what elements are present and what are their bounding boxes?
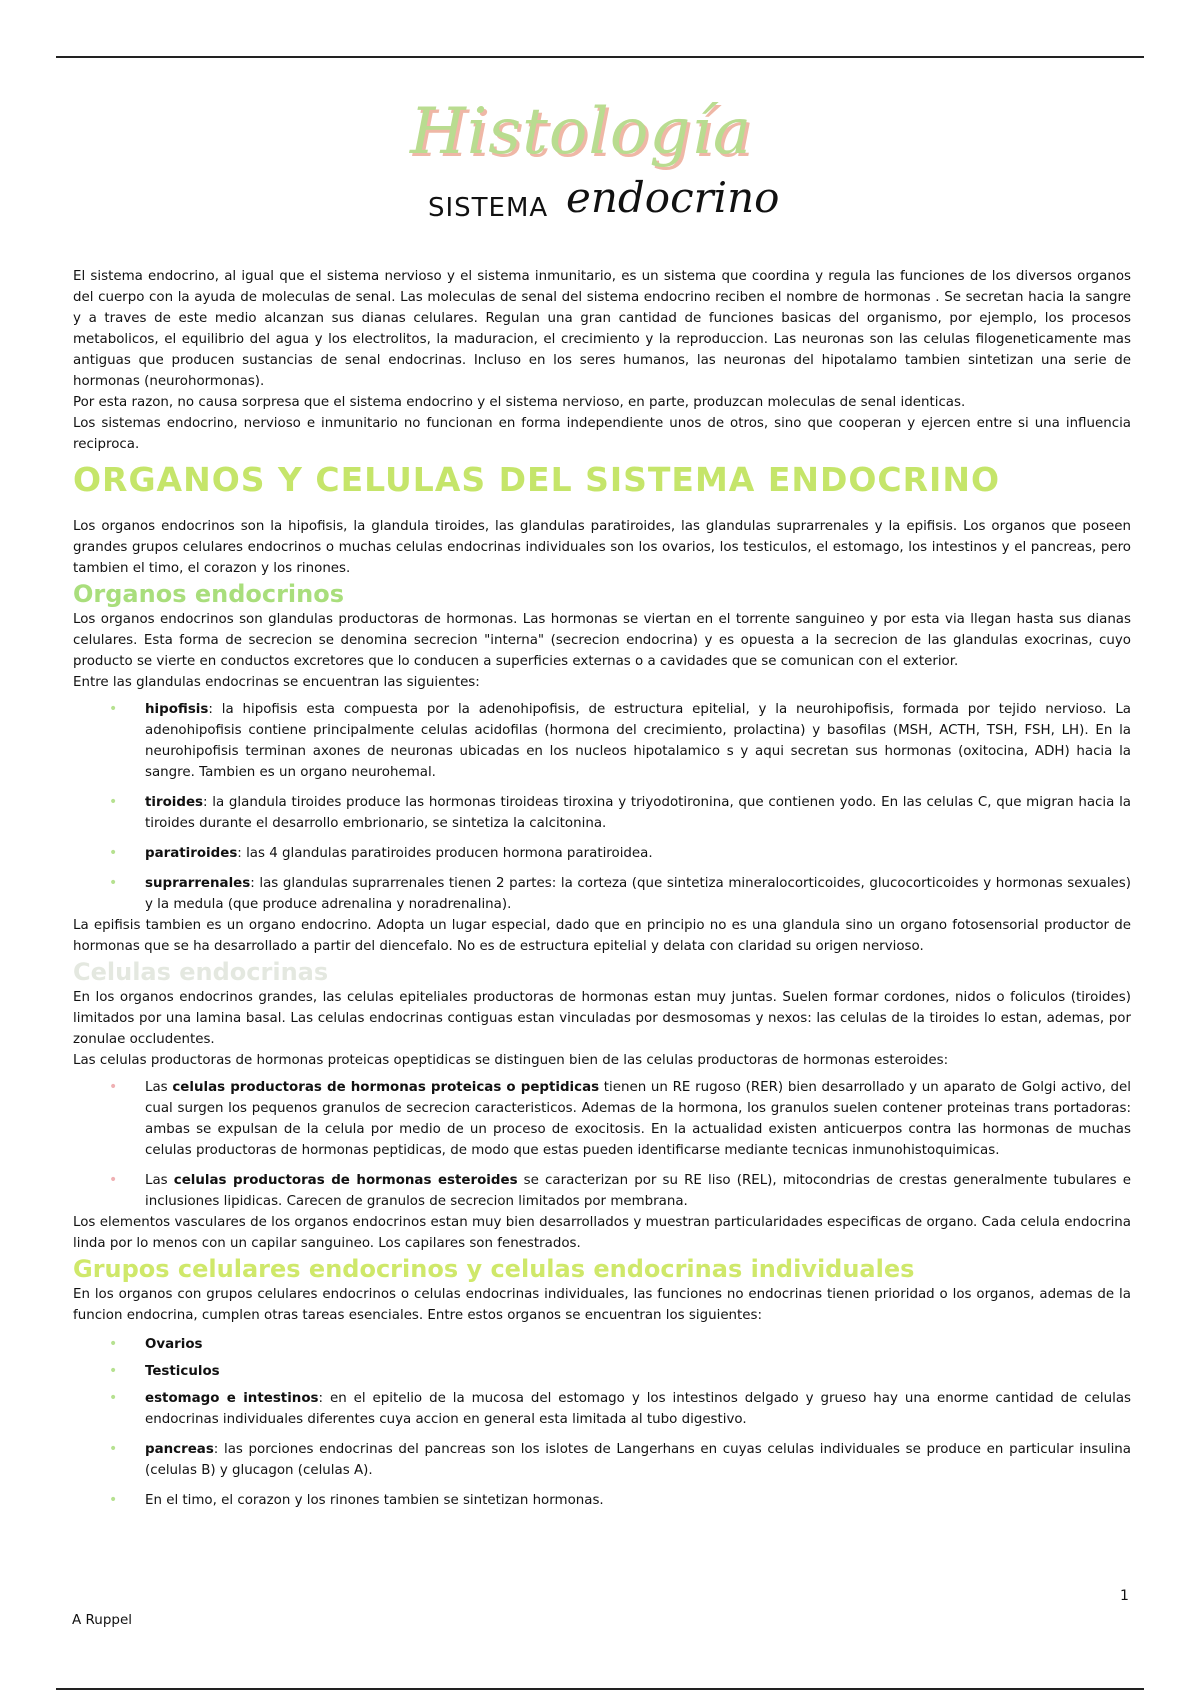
celulas-paragraph: En los organos endocrinos grandes, las celulas epiteliales productoras de hormonas estan muy juntas. Suelen formar cordones, nidos o foliculos (tiroides) limitados por una lamina basal. Las celulas endocrinas contiguas estan vinculadas por desmosomas y nexos: las celulas de la tiroides lo estan, ademas, por zonulae occludentes. [73,990,1131,1047]
list-item-term: celulas productoras de hormonas proteicas o peptidicas [172,1080,600,1095]
footer-author: A Ruppel [72,1612,133,1628]
list-item-term: suprarrenales [145,876,251,891]
intro-paragraph-3: Los sistemas endocrino, nervioso e inmunitario no funcionan en forma independiente unos de otros, sino que cooperan y ejercen entre si una influencia reciproca. [73,416,1131,452]
top-rule [56,56,1144,58]
list-item-text: En el timo, el corazon y los rinones tambien se sintetizan hormonas. [145,1493,604,1508]
title-histologia: Histología [410,95,752,169]
intro-paragraph-2: Por esta razon, no causa sorpresa que el sistema endocrino y el sistema nervioso, en parte, produzcan moleculas de senal identicas. [73,395,966,410]
list-item-term: Ovarios [145,1337,203,1352]
list-item-text: se caracterizan por su RE liso (REL), mitocondrias de crestas generalmente tubulares e inclusiones lipidicas. Carecen de granulos de secrecion limitados por membrana. [145,1173,1131,1209]
section1-paragraph: Los organos endocrinos son la hipofisis, la glandula tiroides, las glandulas paratiroides, las glandulas suprarrenales y la epifisis. Los organos que poseen grandes grupos celulares endocrinos o muchas celulas endocrinas individuales son los ovarios, los testiculos, el estomago, los intestinos y el pancreas, pero tambien el timo, el corazon y los rinones. [73,519,1131,576]
epifisis-paragraph: La epifisis tambien es un organo endocrino. Adopta un lugar especial, dado que en principio no es una glandula sino un organo fotosensorial productor de hormonas que se ha desarrollado a partir del diencefalo. No es de estructura epitelial y delata con claridad su origen nervioso. [73,918,1131,954]
list-item-term: tiroides [145,795,204,810]
list-item [145,1170,1131,1212]
list-item-term: paratiroides [145,846,238,861]
document-body [73,266,1131,1520]
list-item [145,1439,1131,1481]
list-item-text: : las glandulas suprarrenales tienen 2 partes: la corteza (que sintetiza mineralocorticoides, glucocorticoides y hormonas sexuales) y la medula (que produce adrenalina y noradrenalina). [145,876,1131,912]
organos-lead: Entre las glandulas endocrinas se encuentran las siguientes: [73,675,480,690]
list-item-prefix: Las [145,1080,173,1095]
organos-paragraph: Los organos endocrinos son glandulas productoras de hormonas. Las hormonas se viertan en el torrente sanguineo y por esta via llegan hasta sus dianas celulares. Esta forma de secrecion se denomina secrecion "interna" (secrecion endocrina) y es opuesta a la secrecion de las glandulas exocrinas, cuyo producto se vierte en conductos excretores que lo conducen a superficies externas o a cavidades que se comunican con el exterior. [73,612,1131,669]
celulas-lead: Las celulas productoras de hormonas proteicas opeptidicas se distinguen bien de las celulas productoras de hormonas esteroides: [73,1053,949,1068]
title-endocrino: endocrino [566,173,780,222]
glandulas-list [73,699,1131,915]
celulas-list [73,1077,1131,1212]
list-item-term: pancreas [145,1442,214,1457]
bottom-rule [56,1688,1144,1690]
subheading-organos-endocrinos: Organos endocrinos [73,580,345,608]
vasculares-paragraph: Los elementos vasculares de los organos endocrinos estan muy bien desarrollados y muestran particularidades especificas de organo. Cada celula endocrina linda por lo menos con un capilar sanguineo. Los capilares son fenestrados. [73,1215,1131,1251]
list-item-text: : las porciones endocrinas del pancreas son los islotes de Langerhans en cuyas celulas individuales se produce en particular insulina (celulas B) y glucagon (celulas A). [145,1442,1131,1478]
intro-paragraph-1: El sistema endocrino, al igual que el sistema nervioso y el sistema inmunitario, es un sistema que coordina y regula las funciones de los diversos organos del cuerpo con la ayuda de moleculas de senal. Las moleculas de senal del sistema endocrino reciben el nombre de hormonas . Se secretan hacia la sangre y a traves de este medio alcanzan sus dianas celulares. Regulan una gran cantidad de funciones basicas del organismo, por ejemplo, los procesos metabolicos, el equilibrio del agua y los electrolitos, la maduracion, el crecimiento y la reproduccion. Las neuronas son las celulas filogeneticamente mas antiguas que producen sustancias de senal endocrinas. Incluso en los seres humanos, las neuronas del hipotalamo tambien sintetizan una serie de hormonas (neurohormonas). [73,269,1131,389]
list-item-term: hipofisis [145,702,209,717]
list-item [145,1361,1131,1382]
subheading-celulas-endocrinas: Celulas endocrinas [73,958,329,986]
list-item-prefix: Las [145,1173,174,1188]
list-item-text: : la hipofisis esta compuesta por la adenohipofisis, de estructura epitelial, y la neurohipofisis, formada por tejido nervioso. La adenohipofisis contiene principalmente celulas acidofilas (hormona del crecimiento, prolactina) y basofilas (MSH, ACTH, TSH, FSH, LH). En la neurohipofisis terminan axones de neuronas ubicadas en los nucleos hipotalamico s y aqui secretan sus hormonas (oxitocina, ADH) hacia la sangre. Tambien es un organo neurohemal. [145,702,1131,780]
subheading-grupos-celulares: Grupos celulares endocrinos y celulas endocrinas individuales [73,1255,915,1283]
list-item [145,792,1131,834]
list-item [145,699,1131,783]
list-item-text: : las 4 glandulas paratiroides producen hormona paratiroidea. [237,846,653,861]
list-item-term: Testiculos [145,1364,220,1379]
grupos-list [73,1334,1131,1511]
list-item [145,1490,1131,1511]
page-number: 1 [1120,1588,1129,1604]
list-item-term: estomago e intestinos [145,1391,319,1406]
list-item [145,843,1131,864]
title-sistema: SISTEMA [428,193,549,223]
list-item [145,1077,1131,1161]
grupos-paragraph: En los organos con grupos celulares endocrinos o celulas endocrinas individuales, las funciones no endocrinas tienen prioridad o los organos, ademas de la funcion endocrina, cumplen otras tareas esenciales. Entre estos organos se encuentran los siguientes: [73,1287,1131,1323]
list-item [145,873,1131,915]
list-item-term: celulas productoras de hormonas esteroides [173,1173,518,1188]
list-item-text: : en el epitelio de la mucosa del estomago y los intestinos delgado y grueso hay una enorme cantidad de celulas endocrinas individuales diferentes cuya accion en general esta limitada al tubo digestivo. [145,1391,1132,1427]
list-item-text: : la glandula tiroides produce las hormonas tiroideas tiroxina y triyodotironina, que contienen yodo. En las celulas C, que migran hacia la tiroides durante el desarrollo embrionario, se sintetiza la calcitonina. [145,795,1131,831]
list-item [145,1334,1131,1355]
list-item [145,1388,1131,1430]
list-item-text: tienen un RE rugoso (RER) bien desarrollado y un aparato de Golgi activo, del cual surgen los pequenos granulos de secrecion caracteristicos. Ademas de la hormona, los granulos suelen contener proteinas trans portadoras: ambas se expulsan de la celula por medio de un proceso de exocitosis. En la actualidad existen anticuerpos contra las hormonas de muchas celulas productoras de hormonas peptidicas, de modo que estas pueden identificarse mediante tecnicas inmunohistoquimicas. [145,1080,1131,1158]
title-block [0,95,1200,240]
section-heading-organos-celulas: ORGANOS Y CELULAS DEL SISTEMA ENDOCRINO [73,460,1001,499]
